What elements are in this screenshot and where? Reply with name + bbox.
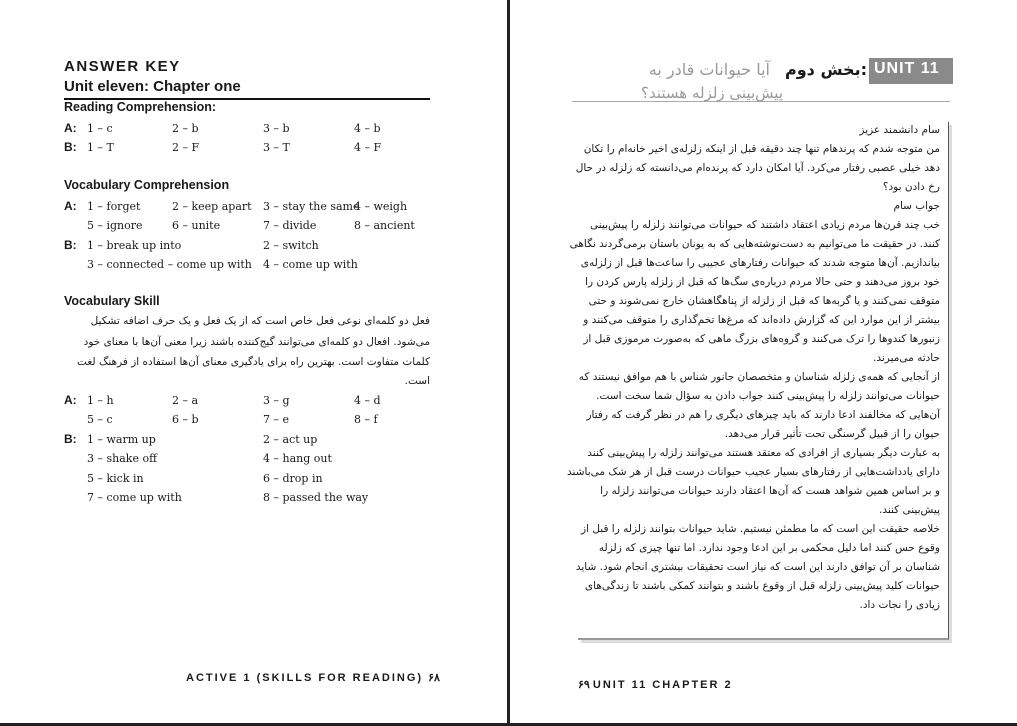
passage-line: پیش‌بینی کنند. (878, 504, 940, 516)
reading-passage-box (567, 122, 949, 640)
vocab-skill-line-2: می‌شود. افعال دو کلمه‌ای می‌توانند گیج‌کننده باشند زیرا معنی آن‌ها با معنای خود (83, 336, 430, 348)
vc-a-label: A: (64, 199, 77, 213)
vs-a-4: 4 – d (354, 394, 381, 407)
vs-b-5: 5 – kick in (87, 472, 144, 485)
passage-line: خب چند قرن‌ها مردم زیادی اعتقاد داشتند که حیوانات می‌توانند زلزله را پیش‌بینی (590, 219, 940, 231)
rc-b-2: 2 – F (172, 141, 200, 154)
passage-line: حیوان را از قبیل گرسنگی تحت تأثیر قرار می‌دهد. (724, 428, 940, 440)
unit-title: Unit eleven: Chapter one (64, 78, 241, 95)
chapter-title-line-1: آیا حیوانات قادر به (648, 60, 770, 79)
right-page-footer: ۶۹ UNIT 11 CHAPTER 2 (578, 679, 733, 691)
passage-line: جواب سام (893, 200, 940, 212)
vc-a-5: 5 – ignore (87, 219, 143, 232)
passage-line: بیشتر از این موارد این که گزارش داده‌اند که مرغ‌ها تخم‌گذاری را متوقف می‌کنند و (583, 314, 940, 326)
vc-a-7: 7 – divide (263, 219, 317, 232)
vs-b-3: 3 – shake off (87, 452, 157, 465)
vs-a-6: 6 – b (172, 413, 199, 426)
vc-a-6: 6 – unite (172, 219, 221, 232)
passage-line: حیوانات می‌توانند زلزله را پیش‌بینی کنند جواب دادن به سؤال شما سخت است. (596, 390, 940, 402)
passage-line: آن‌هایی که مخالفند ادعا دارند که باید چیزهای دیگری را هم در نظر گرفت که رفتار (586, 409, 940, 421)
rc-a-3: 3 – b (263, 122, 290, 135)
passage-line: از آنجایی که همه‌ی زلزله شناسان و متخصصان جانور شناس با هم موافق نیستند که (578, 371, 940, 383)
vocab-skill-heading: Vocabulary Skill (64, 294, 160, 308)
vs-b-4: 4 – hang out (263, 452, 332, 465)
vs-a-2: 2 – a (172, 394, 199, 407)
rc-a-1: 1 – c (87, 122, 113, 135)
answer-key-title: ANSWER KEY (64, 58, 181, 75)
section-label: بخش دوم: (784, 60, 867, 79)
vc-b-1: 1 – break up into (87, 239, 182, 252)
passage-line: زنبورها کندوها را ترک می‌کنند و گروه‌های بزرگ ماهی که به‌صورت مرموزی قبل از (583, 333, 940, 345)
passage-line: دارای یادداشت‌هایی از رفتارهای بسیار عجیب حیوانات درست قبل از هر شک می‌باشند (567, 466, 940, 478)
vc-a-2: 2 – keep apart (172, 200, 252, 213)
rc-b-4: 4 – F (354, 141, 382, 154)
vs-a-3: 3 – g (263, 394, 290, 407)
passage-line: شناسان بر آن توافق دارند این است که نیاز است تحقیقات بیشتری انجام شود. شاید (575, 561, 940, 573)
passage-line: دهد خیلی عصبی رفتار می‌کرد. آیا امکان دارد که پرنده‌ام می‌دانسته که زلزله در حال (575, 162, 940, 174)
vs-b-2: 2 – act up (263, 433, 318, 446)
left-page-footer: ACTIVE 1 (SKILLS FOR READING) ۶۸ (186, 672, 440, 684)
passage-line: من متوجه شدم که پرندهام تنها چند دقیقه قبل از اینکه زلزله‌ی اخیر خانه‌ام را تکان (583, 143, 940, 155)
passage-line: حیوانات کلید پیش‌بینی زلزله قبل از وقوع باشند و بتوانند کمکی باشند تا زندگی‌های (584, 580, 940, 592)
passage-line: به عبارت دیگر بسیاری از افرادی که معتقد هستند می‌توانند زلزله را پیش‌بینی کنند (587, 447, 940, 459)
passage-line: زیادی را نجات داد. (859, 599, 940, 611)
vs-b-1: 1 – warm up (87, 433, 156, 446)
passage-line: رخ دادن بود؟ (882, 181, 940, 193)
vc-a-8: 8 – ancient (354, 219, 415, 232)
vc-b-4: 4 – come up with (263, 258, 358, 271)
unit-badge-text: UNIT 11 (874, 60, 940, 77)
unit-badge (869, 58, 953, 84)
rc-b-3: 3 – T (263, 141, 290, 154)
reading-comprehension-heading: Reading Comprehension: (64, 100, 217, 114)
vocab-skill-line-1: فعل دو کلمه‌ای نوعی فعل خاص است که از یک فعل و یک حرف اضافه تشکیل (90, 315, 430, 327)
rc-b-label: B: (64, 140, 77, 154)
rc-a-4: 4 – b (354, 122, 381, 135)
vocab-skill-line-4: است. (404, 375, 430, 387)
passage-line: حادثه می‌میرند. (873, 352, 940, 364)
vs-a-5: 5 – c (87, 413, 113, 426)
vs-b-8: 8 – passed the way (263, 491, 369, 504)
vocab-skill-line-3: کلمات متفاوت است. بهترین راه برای یادگیری معنای آن‌ها استفاده از فرهنگ لغت (77, 356, 430, 368)
vs-a-8: 8 – f (354, 413, 378, 426)
chapter-title-line-2: پیش‌بینی زلزله هستند؟ (641, 84, 783, 102)
vs-b-label: B: (64, 432, 77, 446)
rc-a-label: A: (64, 121, 77, 135)
vs-a-7: 7 – e (263, 413, 290, 426)
vocab-comprehension-heading: Vocabulary Comprehension (64, 178, 230, 192)
rc-b-1: 1 – T (87, 141, 114, 154)
vc-b-3: 3 – connected – come up with (87, 258, 252, 271)
passage-line: خلاصه حقیقت این است که ما مطمئن نیستیم. شاید حیوانات بتوانند زلزله را قبل از (581, 523, 940, 535)
vs-b-7: 7 – come up with (87, 491, 182, 504)
vc-a-4: 4 – weigh (354, 200, 408, 213)
vs-b-6: 6 – drop in (263, 472, 323, 485)
vc-b-2: 2 – switch (263, 239, 319, 252)
passage-line: و بر اساس همین شواهد هست که آن‌ها اعتقاد دارند حیوانات می‌توانند زلزله را (600, 485, 940, 497)
vs-a-1: 1 – h (87, 394, 114, 407)
rc-a-2: 2 – b (172, 122, 199, 135)
passage-line: متوقف نمی‌کنند و یا گربه‌ها که قبل از زلزله از پناهگاهشان خارج نمی‌شوند و حتی (588, 295, 940, 307)
passage-line: خود بروز می‌دهند و حتی حالا مردم درباره‌ی سگ‌ها که قبل از زلزله پارس کردن را (585, 276, 940, 288)
passage-line: سام دانشمند عزیز (859, 124, 940, 136)
passage-line: بیاندازیم. آن‌ها متوجه شدند که حیوانات رفتارهای عجیبی را ساعت‌ها قبل از زلزله‌ی (580, 257, 940, 269)
passage-line: کنند. در حقیقت ما می‌توانیم به دست‌نوشته‌هایی که به یونان باستان برمی‌گردند نگاهی (569, 238, 940, 250)
vc-a-1: 1 – forget (87, 200, 141, 213)
vc-a-3: 3 – stay the same (263, 200, 360, 213)
vc-b-label: B: (64, 238, 77, 252)
vs-a-label: A: (64, 393, 77, 407)
passage-line: وقوع حس کنند اما دلیل محکمی بر این ادعا وجود ندارد. اما تنها چیزی که زلزله (598, 542, 940, 554)
